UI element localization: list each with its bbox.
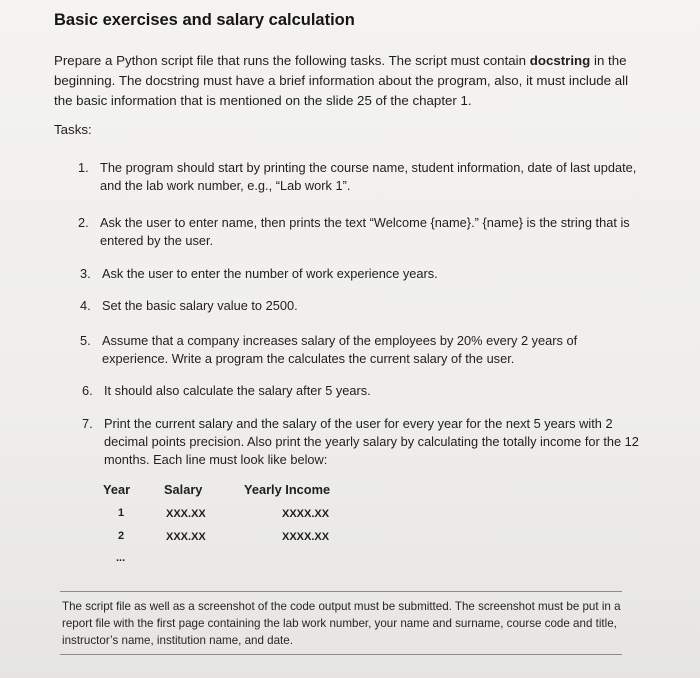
- note-bottom-divider: [60, 654, 622, 655]
- task-text: Ask the user to enter the number of work experience years.: [102, 266, 438, 281]
- task-number: 1.: [78, 160, 89, 175]
- table-header-yearly-income: Yearly Income: [244, 482, 331, 497]
- task-number: 7.: [82, 416, 93, 431]
- table-cell-yearly-income: XXXX.XX: [282, 531, 330, 543]
- table-cell-salary: XXX.XX: [166, 531, 206, 543]
- submission-note: The script file as well as a screenshot of the code output must be submitted. The screenshot must be put in a report file with the first page containing the lab work number, your name and surname, course code and title, instructor’s name, institution name, and date.: [62, 600, 621, 647]
- table-header-salary: Salary: [164, 482, 203, 497]
- intro-bold-term: docstring: [529, 53, 591, 68]
- intro-text-after: in the beginning. The docstring must have a brief information about the program, also, it must include all the basic information that is mentioned on the slide 25 of the chapter 1.: [54, 53, 629, 108]
- table-cell-yearly-income: XXXX.XX: [282, 508, 330, 520]
- tasks-heading: Tasks:: [54, 122, 92, 137]
- intro-paragraph: [54, 51, 644, 111]
- task-text: Set the basic salary value to 2500.: [102, 298, 298, 313]
- document-title: Basic exercises and salary calculation: [54, 11, 355, 29]
- task-number: 2.: [78, 215, 89, 230]
- task-text: Ask the user to enter name, then prints the text “Welcome {name}.” {name} is the string that is entered by the user.: [100, 215, 630, 248]
- note-top-divider: [60, 591, 622, 592]
- table-cell-year: 1: [118, 507, 125, 519]
- task-number: 3.: [80, 266, 91, 281]
- task-text: Assume that a company increases salary of the employees by 20% every 2 years of experience. Write a program the calculates the current salary of the user.: [102, 333, 578, 366]
- task-number: 4.: [80, 298, 91, 313]
- task-number: 6.: [82, 383, 93, 398]
- table-cell-salary: XXX.XX: [166, 508, 206, 520]
- table-cell-year: 2: [118, 530, 125, 542]
- task-text: It should also calculate the salary after 5 years.: [104, 383, 371, 398]
- table-ellipsis: ...: [116, 552, 126, 564]
- intro-text-before: Prepare a Python script file that runs the following tasks. The script must contain: [54, 53, 530, 68]
- table-header-year: Year: [103, 482, 131, 497]
- task-number: 5.: [80, 333, 91, 348]
- task-text: The program should start by printing the course name, student information, date of last update, and the lab work number, e.g., “Lab work 1”.: [100, 160, 637, 193]
- task-text: Print the current salary and the salary of the user for every year for the next 5 years with 2 decimal points precision. Also print the yearly salary by calculating the totally income for the 12 months. Each line must look like below:: [104, 416, 639, 467]
